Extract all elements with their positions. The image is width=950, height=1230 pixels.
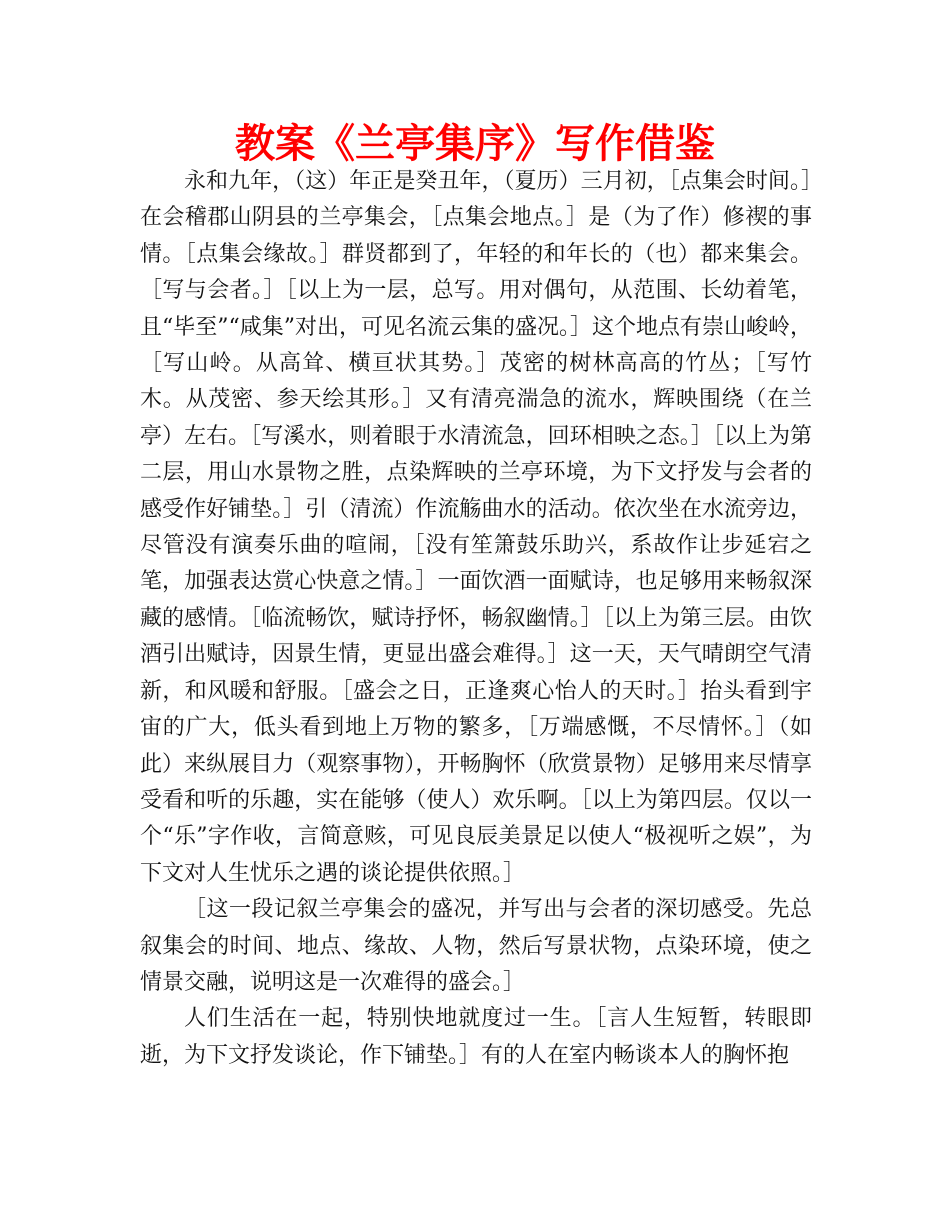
paragraph-2: ［这一段记叙兰亭集会的盛况，并写出与会者的深切感受。先总叙集会的时间、地点、缘故、人物，然后写景状物，点染环境，使之情景交融，说明这是一次难得的盛会。］ [140,897,812,995]
paragraph-1: 永和九年，（这）年正是癸丑年，（夏历）三月初，［点集会时间。］在会稽郡山阴县的兰亭集会，［点集会地点。］是（为了作）修禊的事情。［点集会缘故。］群贤都到了，年轻的和年长的（也）都来集会。［写与会者。］［以上为一层，总写。用对偶句，从范围、长幼着笔，且“毕至”“咸集”对出，可见名流云集的盛况。］这个地点有崇山峻岭，［写山岭。从高耸、横亘状其势。］茂密的树林高高的竹丛；［写竹木。从茂密、参天绘其形。］又有清亮湍急的流水，辉映围绕（在兰亭）左右。［写溪水，则着眼于水清流急，回环相映之态。］［以上为第二层，用山水景物之胜，点染辉映的兰亭环境，为下文抒发与会者的感受作好铺垫。］引（清流）作流觞曲水的活动。依次坐在水流旁边，尽管没有演奏乐曲的喧闹，［没有笙箫鼓乐助兴，系故作让步延宕之笔，加强表达赏心快意之情。］一面饮酒一面赋诗，也足够用来畅叙深藏的感情。［临流畅饮，赋诗抒怀，畅叙幽情。］［以上为第三层。由饮酒引出赋诗，因景生情，更显出盛会难得。］这一天，天气晴朗空气清新，和风暖和舒服。［盛会之日，正逢爽心怡人的天时。］抬头看到宇宙的广大，低头看到地上万物的繁多，［万端感慨，不尽情怀。］（如此）来纵展目力（观察事物），开畅胸怀（欣赏景物）足够用来尽情享受看和听的乐趣，实在能够（使人）欢乐啊。［以上为第四层。仅以一个“乐”字作收，言简意赅，可见良辰美景足以使人“极视听之娱”，为下文对人生忧乐之遇的谈论提供依照。］ [140,169,812,886]
document-body [140,164,812,1074]
paragraph-3: 人们生活在一起，特别快地就度过一生。［言人生短暂，转眼即逝，为下文抒发谈论，作下铺垫。］有的人在室内畅谈本人的胸怀抱 [140,1006,812,1068]
document-title: 教案《兰亭集序》写作借鉴 [235,121,715,167]
